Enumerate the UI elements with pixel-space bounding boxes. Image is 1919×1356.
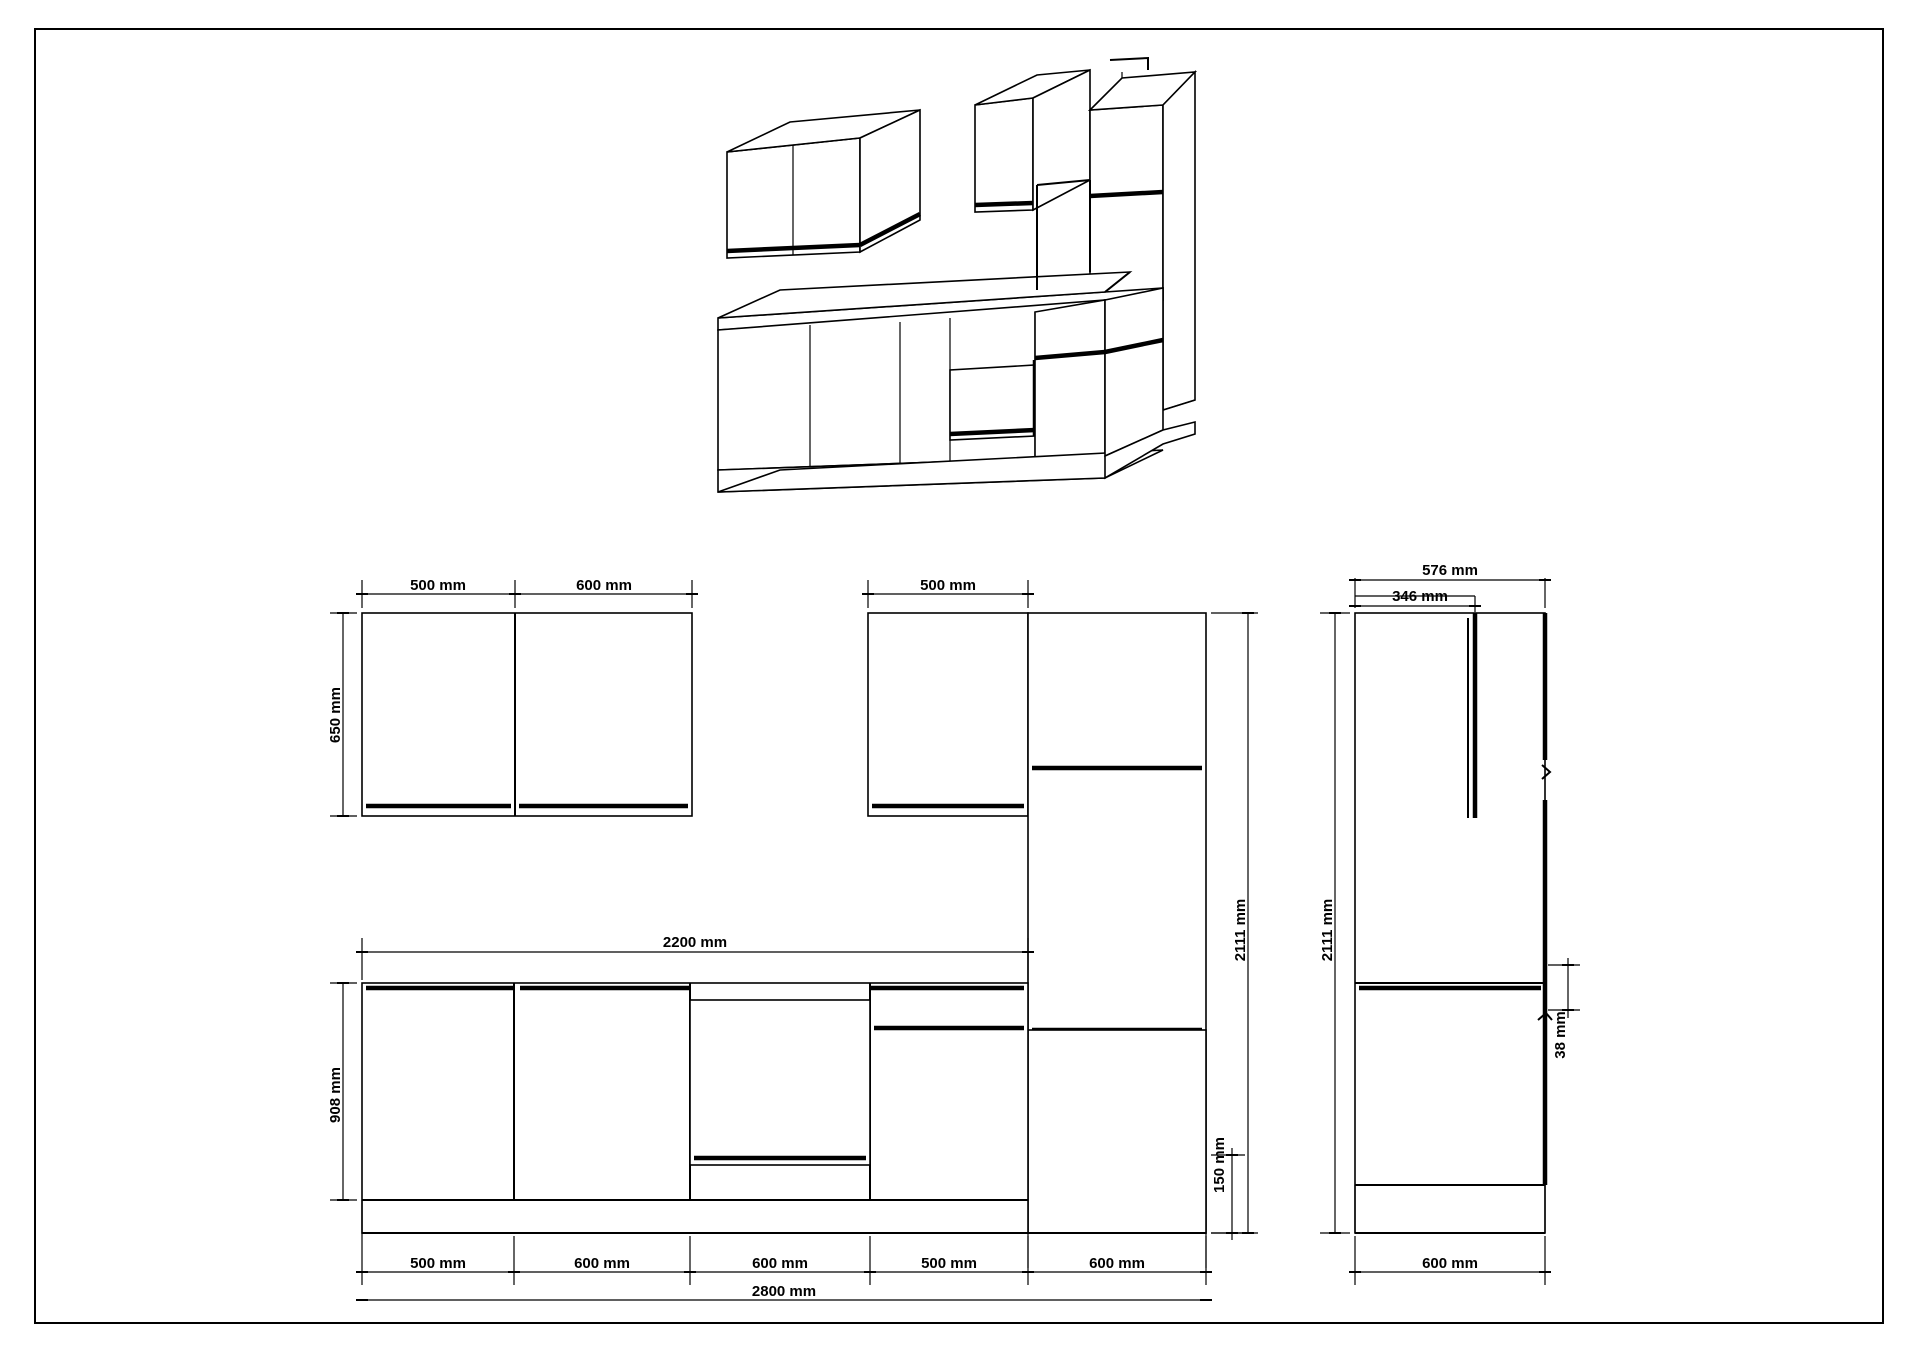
dim-wall-right-width: 600 mm	[576, 577, 632, 594]
wall-units-front-view	[327, 577, 698, 816]
dim-tall-top-width: 500 mm	[920, 577, 976, 594]
dim-total-width: 2800 mm	[751, 1283, 817, 1300]
dim-base-height: 908 mm	[327, 1067, 344, 1123]
side-view	[1319, 562, 1580, 1285]
dim-base-w2: 600 mm	[574, 1255, 630, 1272]
dim-base-run-width: 2200 mm	[662, 934, 728, 951]
dim-side-inner-depth: 346 mm	[1392, 588, 1448, 605]
dim-base-w3: 600 mm	[752, 1255, 808, 1272]
dim-side-gap: 38 mm	[1552, 1011, 1569, 1059]
dim-base-w4: 500 mm	[921, 1255, 977, 1272]
dim-wall-height: 650 mm	[327, 687, 344, 743]
dim-side-base-width: 600 mm	[1422, 1255, 1478, 1272]
dim-wall-left-width: 500 mm	[410, 577, 466, 594]
dim-side-depth: 576 mm	[1422, 562, 1478, 579]
dim-side-height: 2111 mm	[1319, 898, 1336, 962]
dim-overall-height: 2111 mm	[1232, 898, 1249, 962]
isometric-view	[718, 58, 1195, 492]
dim-base-w5: 600 mm	[1089, 1255, 1145, 1272]
dim-plinth-height: 150 mm	[1211, 1137, 1228, 1193]
dim-base-w1: 500 mm	[410, 1255, 466, 1272]
